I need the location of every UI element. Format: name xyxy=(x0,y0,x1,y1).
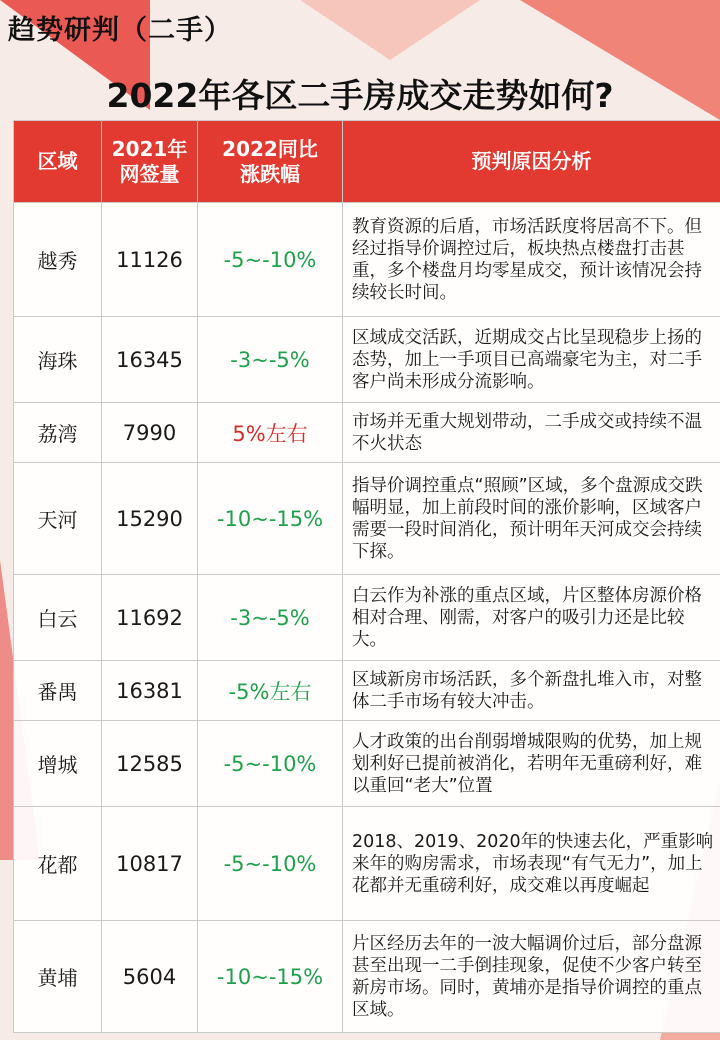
volume-cell: 10817 xyxy=(102,807,198,921)
region-cell: 黄埔 xyxy=(14,921,102,1033)
change-cell: -3~-5% xyxy=(198,575,343,661)
column-header-region: 区域 xyxy=(14,121,102,203)
reason-cell: 市场并无重大规划带动，二手成交或持续不温不火状态 xyxy=(343,403,720,463)
section-label: 趋势研判（二手） xyxy=(8,15,232,46)
volume-cell: 11692 xyxy=(102,575,198,661)
table-row xyxy=(14,921,720,1033)
table-row xyxy=(14,721,720,807)
reason-cell: 片区经历去年的一波大幅调价过后，部分盘源甚至出现一二手倒挂现象，促使不少客户转至新房市场。同时，黄埔亦是指导价调控的重点区域。 xyxy=(343,921,720,1033)
change-cell: -5~-10% xyxy=(198,721,343,807)
table-row xyxy=(14,575,720,661)
volume-cell: 11126 xyxy=(102,203,198,317)
decorative-triangle xyxy=(300,0,480,60)
reason-cell: 区域成交活跃，近期成交占比呈现稳步上扬的态势，加上一手项目已高端豪宅为主，对二手客户尚未形成分流影响。 xyxy=(343,317,720,403)
region-cell: 海珠 xyxy=(14,317,102,403)
table-row xyxy=(14,403,720,463)
forecast-table-container xyxy=(13,120,720,1033)
region-cell: 天河 xyxy=(14,463,102,575)
region-cell: 越秀 xyxy=(14,203,102,317)
volume-cell: 16381 xyxy=(102,661,198,721)
reason-cell: 教育资源的后盾，市场活跃度将居高不下。但经过指导价调控过后，板块热点楼盘打击甚重，多个楼盘月均零星成交，预计该情况会持续较长时间。 xyxy=(343,203,720,317)
forecast-table xyxy=(13,120,720,1033)
column-header-change: 2022同比 涨跌幅 xyxy=(198,121,343,203)
region-cell: 白云 xyxy=(14,575,102,661)
volume-cell: 15290 xyxy=(102,463,198,575)
change-cell: -10~-15% xyxy=(198,921,343,1033)
table-row xyxy=(14,807,720,921)
volume-cell: 16345 xyxy=(102,317,198,403)
region-cell: 花都 xyxy=(14,807,102,921)
table-row xyxy=(14,317,720,403)
reason-cell: 2018、2019、2020年的快速去化，严重影响来年的购房需求，市场表现“有气无力”，加上花都并无重磅利好，成交难以再度崛起 xyxy=(343,807,720,921)
change-cell: -5~-10% xyxy=(198,203,343,317)
change-cell: 5%左右 xyxy=(198,403,343,463)
reason-cell: 区域新房市场活跃，多个新盘扎堆入市，对整体二手市场有较大冲击。 xyxy=(343,661,720,721)
table-row xyxy=(14,463,720,575)
reason-cell: 白云作为补涨的重点区域，片区整体房源价格相对合理、刚需，对客户的吸引力还是比较大。 xyxy=(343,575,720,661)
region-cell: 增城 xyxy=(14,721,102,807)
change-cell: -10~-15% xyxy=(198,463,343,575)
column-header-reason: 预判原因分析 xyxy=(343,121,720,203)
reason-cell: 人才政策的出台削弱增城限购的优势，加上规划利好已提前被消化，若明年无重磅利好，难以重回“老大”位置 xyxy=(343,721,720,807)
change-cell: -5~-10% xyxy=(198,807,343,921)
region-cell: 番禺 xyxy=(14,661,102,721)
table-row xyxy=(14,203,720,317)
table-row xyxy=(14,661,720,721)
change-cell: -3~-5% xyxy=(198,317,343,403)
reason-cell: 指导价调控重点“照顾”区域，多个盘源成交跌幅明显，加上前段时间的涨价影响，区域客户需要一段时间消化，预计明年天河成交会持续下探。 xyxy=(343,463,720,575)
volume-cell: 5604 xyxy=(102,921,198,1033)
volume-cell: 12585 xyxy=(102,721,198,807)
page-title: 2022年各区二手房成交走势如何? xyxy=(106,76,614,115)
region-cell: 荔湾 xyxy=(14,403,102,463)
table-header-row xyxy=(14,121,720,203)
change-cell: -5%左右 xyxy=(198,661,343,721)
volume-cell: 7990 xyxy=(102,403,198,463)
column-header-volume: 2021年 网签量 xyxy=(102,121,198,203)
